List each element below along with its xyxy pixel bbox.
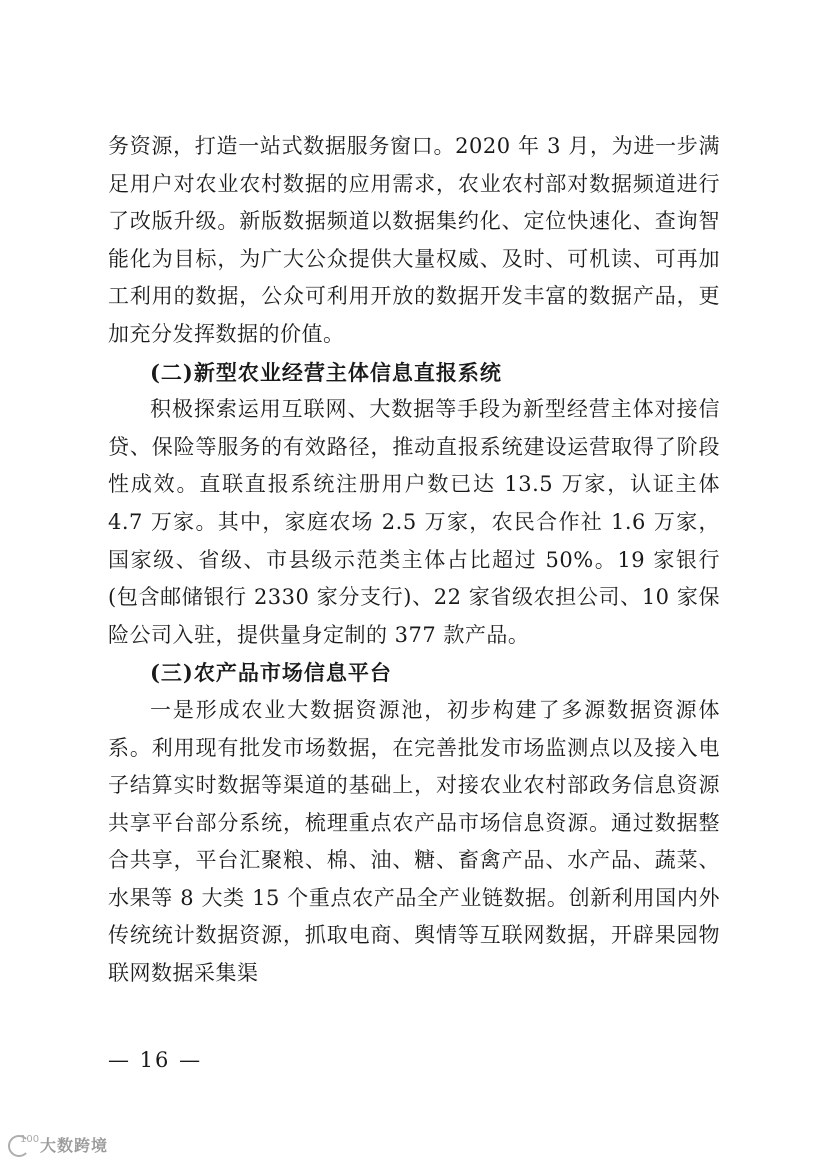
document-page	[108, 128, 720, 993]
watermark	[8, 1132, 108, 1156]
section-heading-market-info-platform: (三)农产品市场信息平台	[150, 660, 392, 686]
paragraph-data-channel: 务资源，打造一站式数据服务窗口。2020 年 3 月，为进一步满足用户对农业农村数据的应用需求，农业农村部对数据频道进行了改版升级。新版数据频道以数据集约化、定位快速化、查询智能化为目标，为广大公众提供大量权威、及时、可机读、可再加工利用的数据，公众可利用开放的数据开发丰富的数据产品，更加充分发挥数据的价值。	[108, 134, 720, 346]
section-heading-direct-report-system: (二)新型农业经营主体信息直报系统	[150, 359, 502, 385]
paragraph-direct-report-system: 积极探索运用互联网、大数据等手段为新型经营主体对接信贷、保险等服务的有效路径，推动直报系统建设运营取得了阶段性成效。直联直报系统注册用户数已达 13.5 万家，认证主体 4.7 万家。其中，家庭农场 2.5 万家，农民合作社 1.6 万家，国家级、省级、市县级示范类主体占比超过 50%。19 家银行(包含邮储银行 2330 家分支行)、22 家省级农担公司、10 家保险公司入驻，提供量身定制的 377 款产品。	[108, 397, 720, 647]
page-number: — 16 —	[108, 1048, 203, 1072]
brand-logo-icon	[8, 1132, 40, 1156]
paragraph-market-info-platform: 一是形成农业大数据资源池，初步构建了多源数据资源体系。利用现有批发市场数据，在完善批发市场监测点以及接入电子结算实时数据等渠道的基础上，对接农业农村部政务信息资源共享平台部分系统，梳理重点农产品市场信息资源。通过数据整合共享，平台汇聚粮、棉、油、糖、畜禽产品、水产品、蔬菜、水果等 8 大类 15 个重点农产品全产业链数据。创新利用国内外传统统计数据资源，抓取电商、舆情等互联网数据，开辟果园物联网数据采集渠	[108, 697, 720, 986]
brand-name: 大数跨境	[40, 1135, 109, 1155]
brand-logo-text: 100	[20, 1134, 40, 1145]
